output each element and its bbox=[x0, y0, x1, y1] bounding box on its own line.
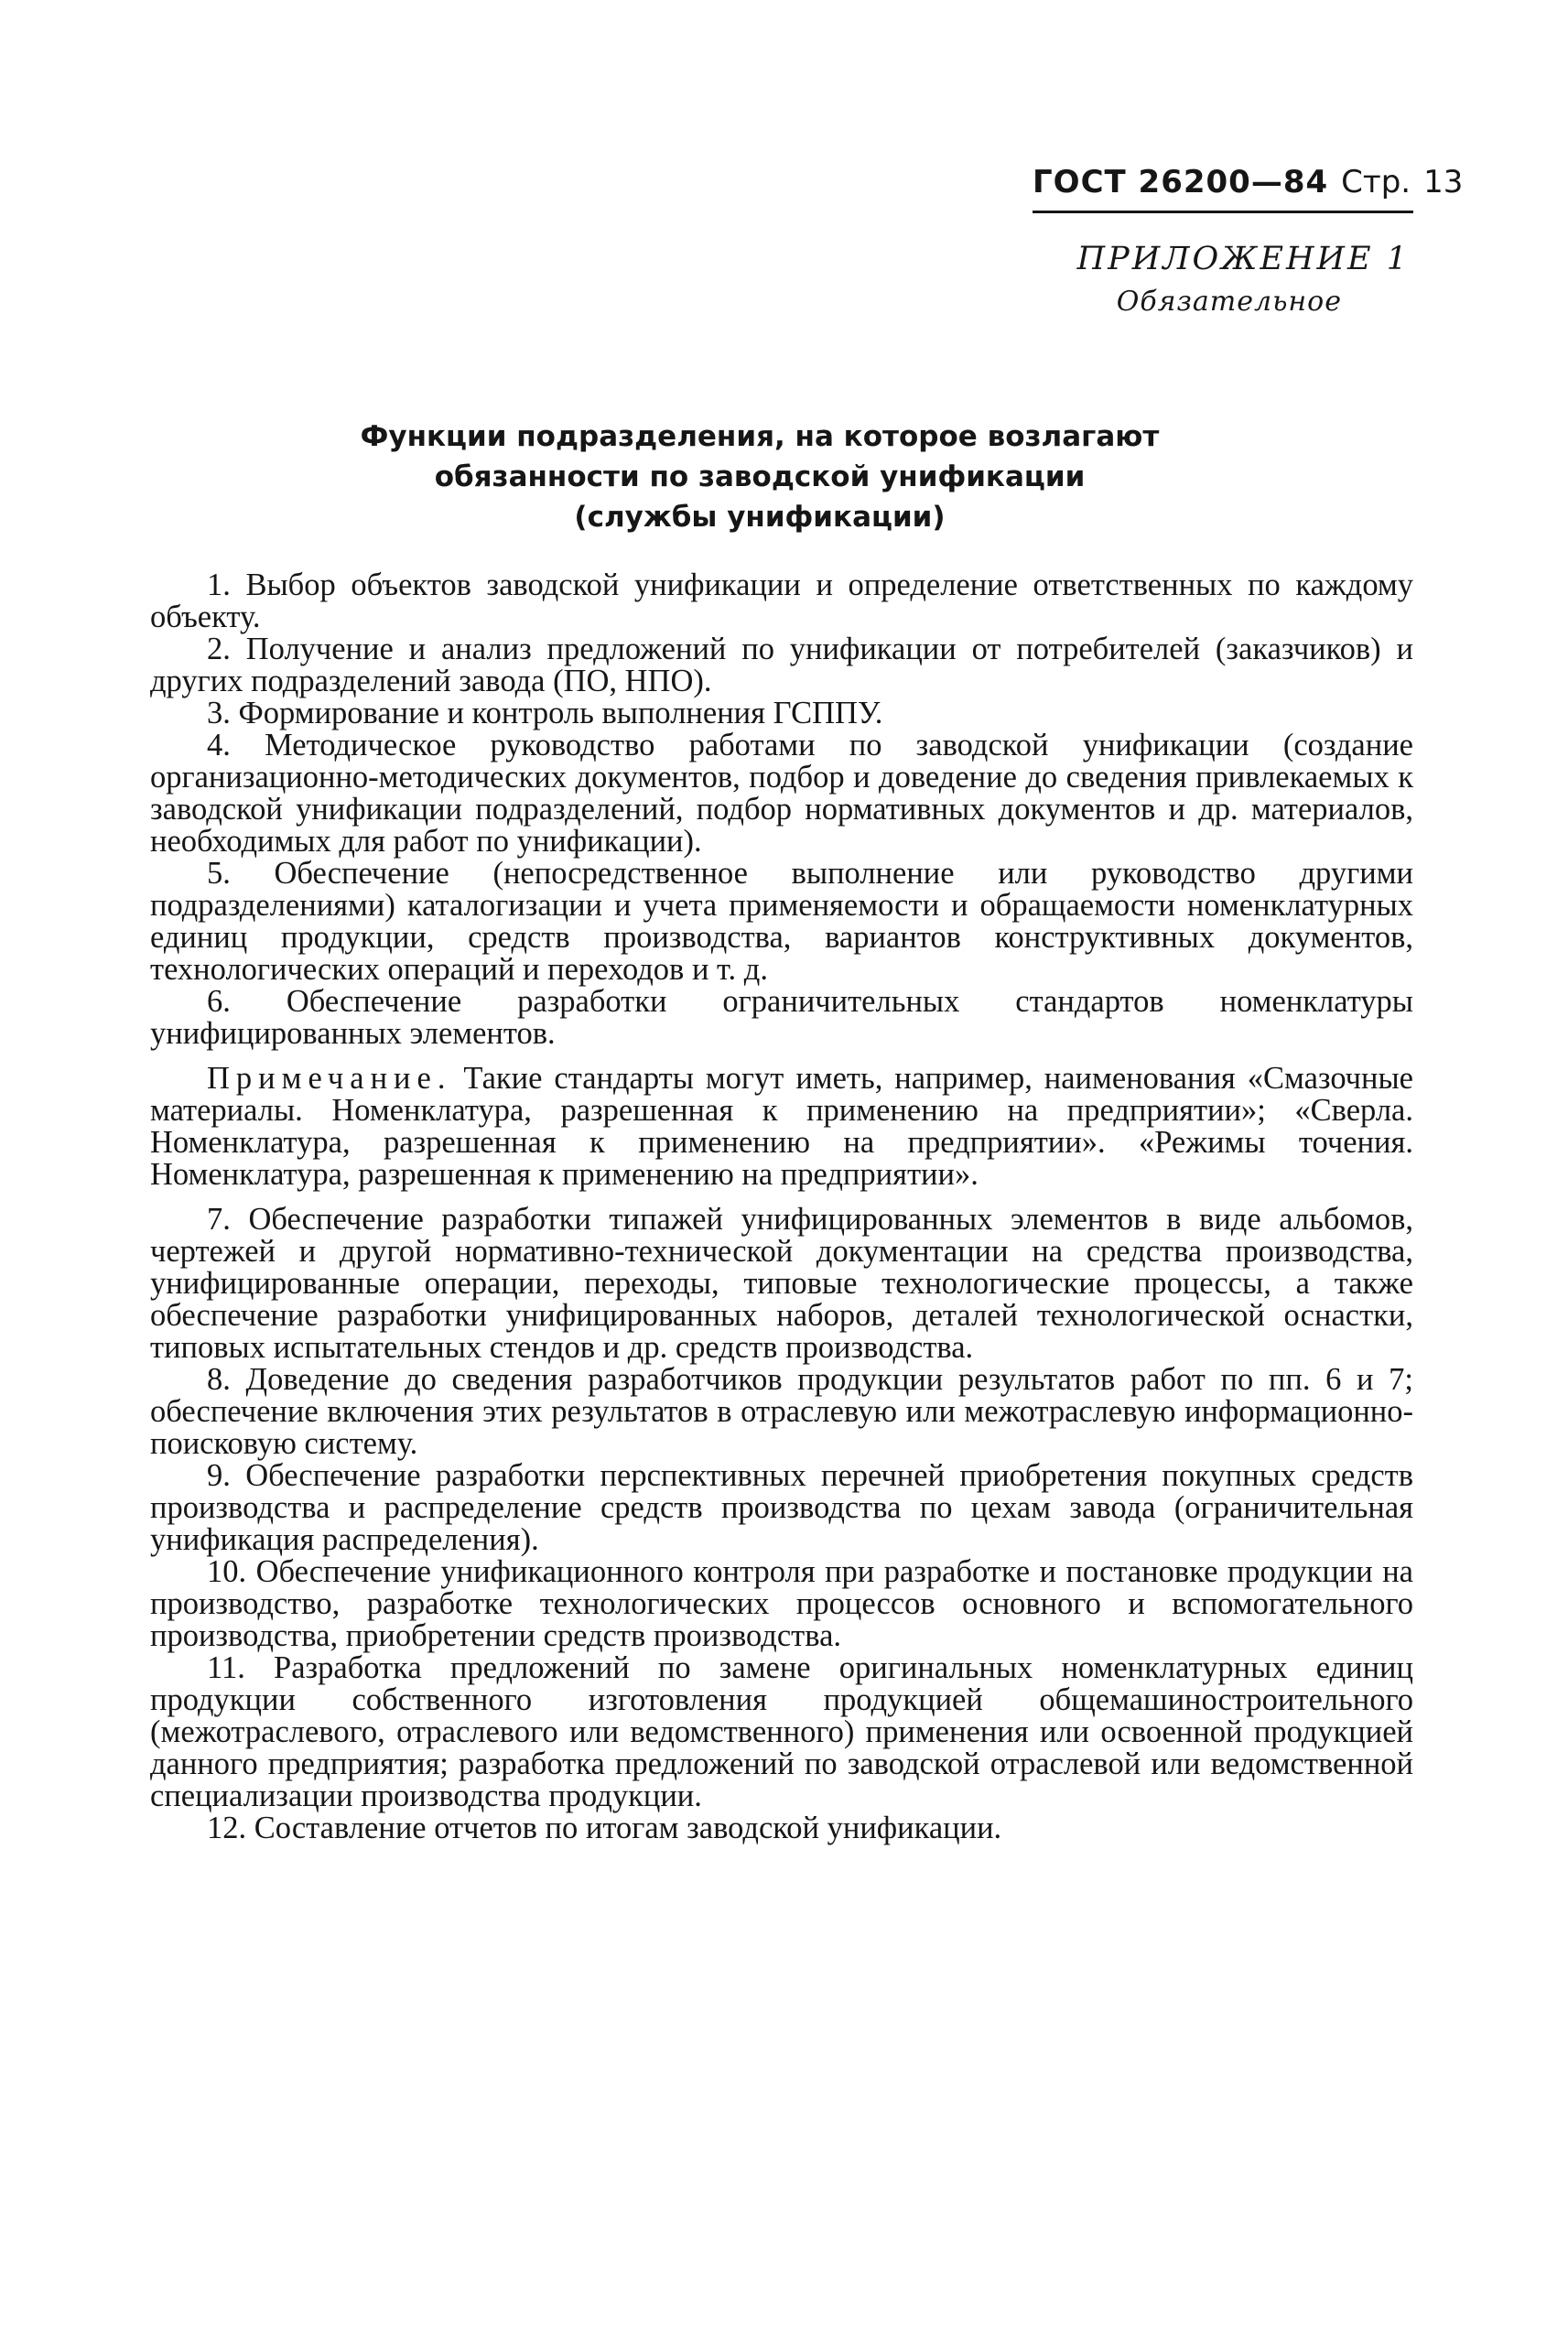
list-item: 10. Обеспечение унификационного контроля при разработке и постановке продукции на производство, разработке технологических процессов основного и вспомогательного производства, приобретении средств производства. bbox=[150, 1554, 1413, 1653]
running-header bbox=[1033, 161, 1464, 203]
list-item: 9. Обеспечение разработки перспективных перечней приобретения покупных средств производства и распределение средств производства по цехам завода (ограничительная унификация распределения). bbox=[150, 1458, 1413, 1557]
list-item: 4. Методическое руководство работами по заводской унификации (создание организационно-методических документов, подбор и доведение до сведения привлекаемых к заводской унификации подразделений, подбор нормативных документов и др. материалов, необходимых для работ по унификации). bbox=[150, 728, 1413, 859]
appendix-label: ПРИЛОЖЕНИЕ 1 bbox=[1076, 241, 1410, 277]
list-item: 12. Составление отчетов по итогам заводской унификации. bbox=[207, 1811, 1002, 1845]
title-line: Функции подразделения, на которое возлагают bbox=[360, 420, 1160, 453]
page-label: Стр. bbox=[1341, 164, 1411, 200]
list-item: 11. Разработка предложений по замене оригинальных номенклатурных единиц продукции собственного изготовления продукцией общемашиностроительного (межотраслевого, отраслевого или ведомственного) применения или освоенной продукцией данного предприятия; разработка предложений по заводской отраслевой или ведомственной специализации производства продукции. bbox=[150, 1650, 1413, 1813]
note-paragraph bbox=[150, 1063, 1413, 1191]
list-item: 7. Обеспечение разработки типажей унифицированных элементов в виде альбомов, чертежей и другой нормативно-технической документации на средства производства, унифицированные операции, переходы, типовые технологические процессы, а также обеспечение разработки унифицированных наборов, деталей технологической оснастки, типовых испытательных стендов и др. средств производства. bbox=[150, 1202, 1413, 1365]
header-rule bbox=[1033, 211, 1413, 213]
body-text bbox=[150, 569, 1413, 1844]
list-item: 2. Получение и анализ предложений по унификации от потребителей (заказчиков) и других подразделений завода (ПО, НПО). bbox=[150, 632, 1413, 698]
list-item: 5. Обеспечение (непосредственное выполнение или руководство другими подразделениями) каталогизации и учета применяемости и обращаемости номенклатурных единиц продукции, средств производства, вариантов конструктивных документов, технологических операций и переходов и т. д. bbox=[150, 856, 1413, 987]
list-item: 6. Обеспечение разработки ограничительных стандартов номенклатуры унифицированных элементов. bbox=[150, 984, 1413, 1051]
title-line: (службы унификации) bbox=[574, 501, 946, 534]
appendix-status: Обязательное bbox=[1116, 286, 1342, 318]
list-item: 1. Выбор объектов заводской унификации и определение ответственных по каждому объекту. bbox=[150, 568, 1413, 634]
title-line: обязанности по заводской унификации bbox=[434, 460, 1086, 493]
list-item: 8. Доведение до сведения разработчиков продукции результатов работ по пп. 6 и 7; обеспечение включения этих результатов в отраслевую или межотраслевую информационно-поисковую систему. bbox=[150, 1362, 1413, 1461]
section-title bbox=[302, 416, 1217, 537]
note-text: Такие стандарты могут иметь, например, наименования «Смазочные материалы. Номенклатура, разрешенная к применению на предприятии»; «Сверла. Номенклатура, разрешенная к применению на предприятии». «Режимы точения. Номенклатура, разрешенная к применению на предприятии». bbox=[150, 1061, 1413, 1192]
list-item: 3. Формирование и контроль выполнения ГСППУ. bbox=[207, 696, 883, 730]
standard-number: ГОСТ 26200—84 bbox=[1033, 164, 1329, 200]
note-label: Примечание. bbox=[207, 1061, 452, 1096]
page-number: 13 bbox=[1423, 164, 1464, 200]
